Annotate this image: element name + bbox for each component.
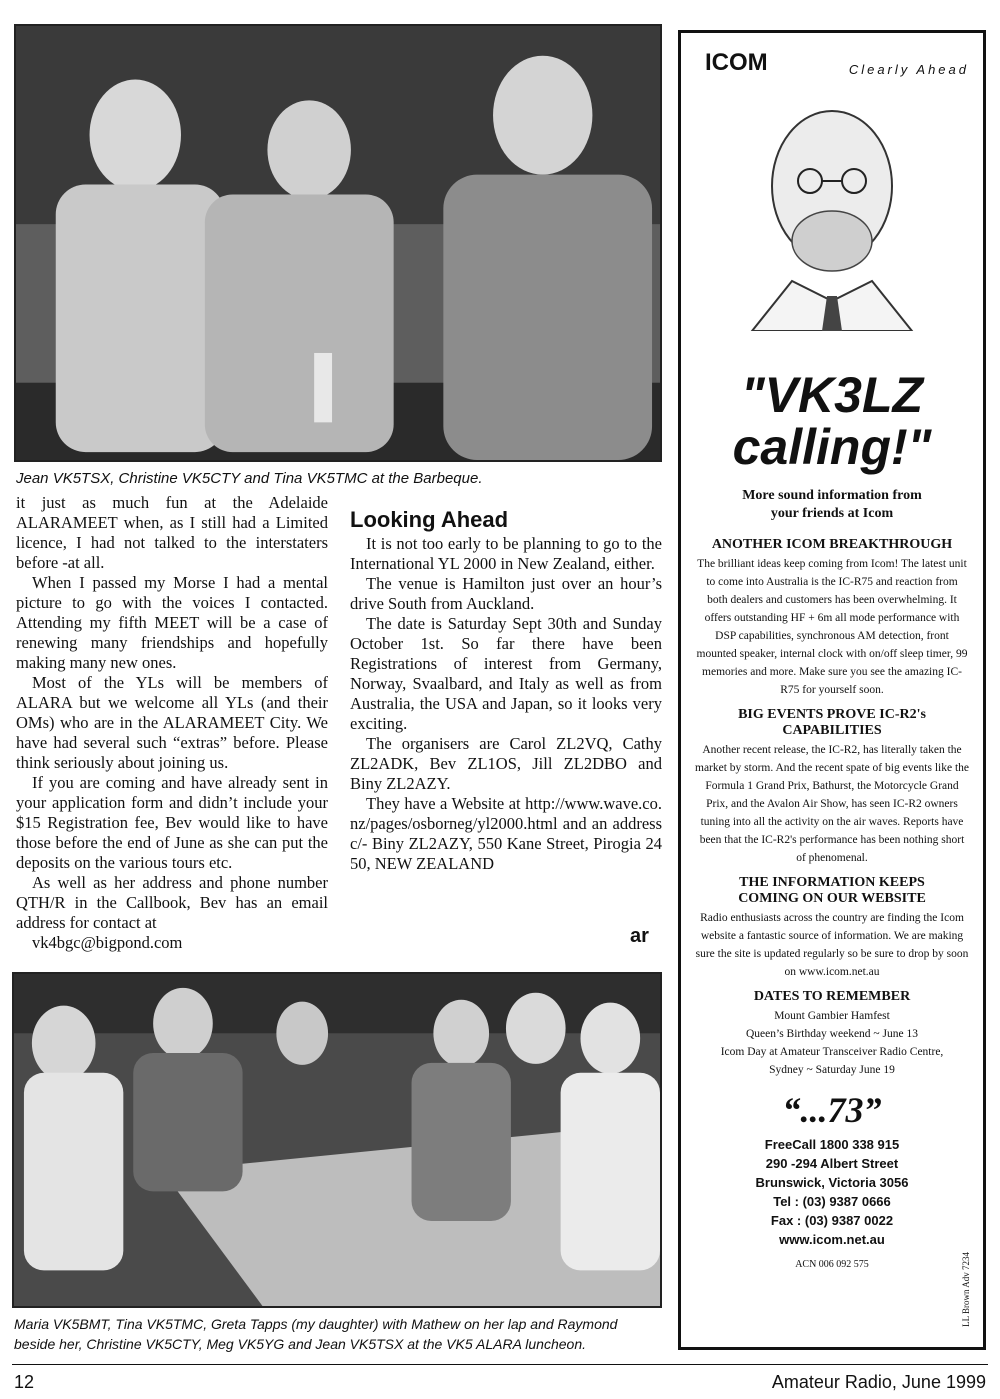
contact-line: 290 -294 Albert Street (765, 1156, 899, 1171)
agency-code: LL Brown Adv 7234 (961, 1252, 971, 1327)
article-column-2 (350, 507, 662, 874)
portrait-illustration (732, 91, 932, 331)
ad-section-title: ANOTHER ICOM BREAKTHROUGH (711, 537, 953, 552)
ad-section-body: Radio enthusiasts across the country are finding the Icom website a fantastic source of information. We are making sure the site is updated regularly so be sure to drop by soon on www.icom.net.au (695, 912, 969, 978)
end-mark: ar (630, 925, 649, 947)
contact-line: Fax : (03) 9387 0022 (770, 1213, 894, 1228)
bottom-caption-line: Maria VK5BMT, Tina VK5TMC, Greta Tapps (my daughter) with Mathew on her lap and Raymond (14, 1316, 618, 1332)
luncheon-photo (12, 972, 662, 1308)
signoff: “...73” (782, 1090, 882, 1130)
tagline: Clearly Ahead (848, 62, 969, 77)
headline-line: calling!" (732, 419, 932, 475)
date-line: Icom Day at Amateur Transceiver Radio Centre, (720, 1046, 944, 1058)
bottom-photo-caption (14, 1314, 674, 1354)
acn-number: ACN 006 092 575 (795, 1259, 869, 1270)
subheadline-line: More sound information from (742, 488, 922, 503)
col1-paragraph: it just as much fun at the Adelaide ALARAMEET when, as I still had a Limited licence, I had not talked to the interstaters before -at all. (16, 493, 328, 572)
footer-rule (12, 1364, 988, 1365)
date-line: Queen’s Birthday weekend ~ June 13 (746, 1028, 918, 1040)
col2-paragraph: The organisers are Carol ZL2VQ, Cathy ZL2ADK, Bev ZL1OS, Jill ZL2DBO and Biny ZL2AZY. (350, 734, 662, 793)
col2-paragraph: They have a Website at http://www.wave.co.nz/pages/osborneg/yl2000.html and an address c/- Biny ZL2AZY, 550 Kane Street, Pirogia 2450, NEW ZEALAND (350, 794, 662, 873)
article-column-1 (16, 493, 328, 953)
icom-advertisement (678, 30, 986, 1350)
section-heading: Looking Ahead (350, 507, 509, 532)
col1-paragraph: Most of the YLs will be members of ALARA but we welcome all YLs (and their OMs) who are in the ALARAMEET City. We have had several such “extras” before. Please think seriously about joining us. (16, 673, 328, 772)
col2-paragraph: The venue is Hamilton just over an hour’s drive South from Auckland. (350, 574, 662, 613)
icom-logo: ICOM (705, 49, 768, 76)
date-line: Mount Gambier Hamfest (774, 1010, 890, 1022)
page-number: 12 (14, 1372, 35, 1392)
ad-section-body: The brilliant ideas keep coming from Icom! The latest unit to come into Australia is the IC-R75 and reaction from both dealers and customers has been overwhelming. It offers outstanding HF + 6m all mode performance with DSP capabilities, synchronous AM detection, front mounted speaker, internal clock with on/off sleep timer, 99 memories and more. Make sure you see the amazing IC-R75 for yourself soon. (696, 558, 968, 696)
contact-line: Tel : (03) 9387 0666 (773, 1194, 891, 1209)
subheadline-line: your friends at Icom (770, 506, 894, 521)
col2-paragraph: The date is Saturday Sept 30th and Sunday October 1st. So far there have been Registrations of interest from Germany, Norway, Svaalbard, and Italy as well as from Australia, the USA and Japan, so it looks very exciting. (350, 614, 662, 733)
dates-title: DATES TO REMEMBER (753, 989, 911, 1004)
contact-line: www.icom.net.au (779, 1232, 885, 1247)
headline-line: "VK3LZ (740, 367, 924, 423)
col1-paragraph: When I passed my Morse I had a mental picture to go with the voices I contacted. Attending my fifth MEET will be a case of renewing many friendships and hopefully making many new ones. (16, 573, 328, 672)
col1-paragraph: If you are coming and have already sent in your application form and didn’t include your $15 Registration fee, Bev would like to have those before the end of June as she can put the deposits on the various tours etc. (16, 773, 328, 872)
top-photo-caption: Jean VK5TSX, Christine VK5CTY and Tina VK5TMC at the Barbeque. (16, 470, 483, 487)
ad-section-body: Another recent release, the IC-R2, has literally taken the market by storm. And the recent spate of big events like the Formula 1 Grand Prix, Bathurst, the Motorcycle Grand Prix, and the Avalon Air Show, has seen IC-R2 owners tuning into all the activity on the air waves. Reports have been that the IC-R2's performance has been nothing short of phenomenal. (695, 744, 970, 864)
bottom-caption-line: beside her, Christine VK5CTY, Meg VK5YG and Jean VK5TSX at the VK5 ALARA luncheon. (14, 1336, 586, 1352)
barbeque-photo (14, 24, 662, 462)
ad-section-title: THE INFORMATION KEEPS COMING ON OUR WEBSITE (738, 875, 926, 906)
email-address: vk4bgc@bigpond.com (32, 933, 183, 952)
col1-paragraph: As well as her address and phone number QTH/R in the Callbook, Bev has an email address for contact at (16, 873, 328, 932)
publication-title: Amateur Radio, June 1999 (771, 1372, 986, 1392)
date-line: Sydney ~ Saturday June 19 (769, 1064, 895, 1076)
ad-section-title: BIG EVENTS PROVE IC-R2's CAPABILITIES (738, 707, 926, 738)
col2-paragraph: It is not too early to be planning to go to the International YL 2000 in New Zealand, either. (350, 534, 662, 573)
contact-line: Brunswick, Victoria 3056 (755, 1175, 909, 1190)
contact-line: FreeCall 1800 338 915 (764, 1137, 900, 1152)
